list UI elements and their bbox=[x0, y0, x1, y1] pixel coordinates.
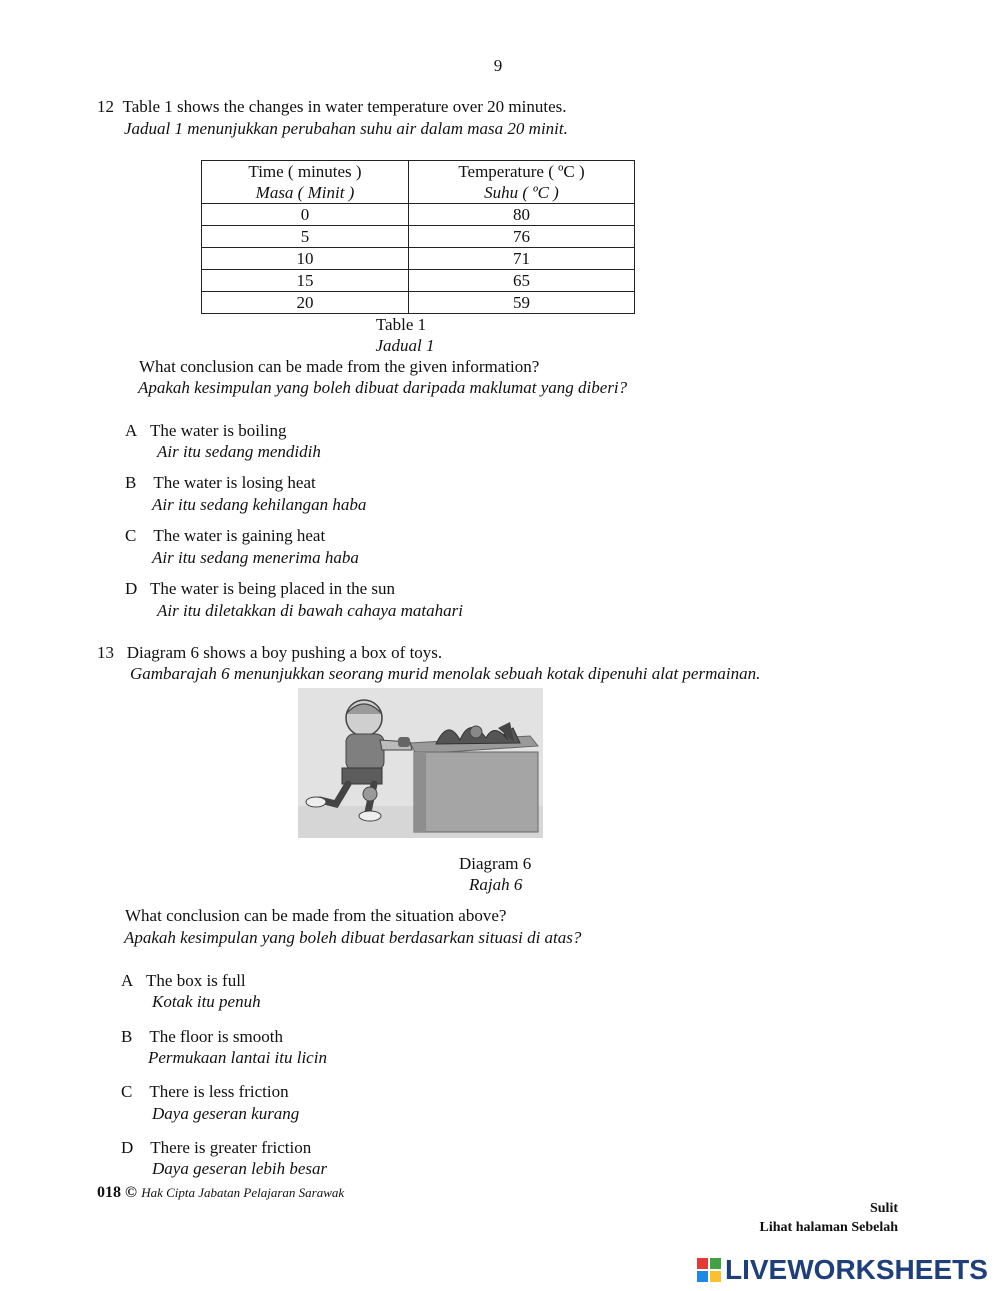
option-text-en: The floor is smooth bbox=[149, 1027, 283, 1046]
table-cell-temp: 71 bbox=[409, 248, 635, 270]
table-cell-time: 0 bbox=[202, 204, 409, 226]
table-row bbox=[202, 292, 635, 314]
table-header-row bbox=[202, 161, 635, 204]
option-text-en: The water is boiling bbox=[150, 421, 287, 440]
table-row bbox=[202, 226, 635, 248]
liveworksheets-logo-icon bbox=[697, 1258, 721, 1282]
q13-option-c-ms: Daya geseran kurang bbox=[152, 1104, 300, 1123]
option-letter: A bbox=[125, 421, 138, 440]
q13-number: 13 bbox=[97, 643, 114, 662]
table-row bbox=[202, 204, 635, 226]
table-row bbox=[202, 248, 635, 270]
footer-sulit: Sulit bbox=[869, 1201, 898, 1216]
temperature-table bbox=[201, 160, 635, 314]
table-caption-ms: Jadual 1 bbox=[375, 336, 435, 355]
table-header-time-en: Time ( minutes ) bbox=[248, 162, 362, 181]
option-text-en: The water is being placed in the sun bbox=[150, 579, 396, 598]
boy-pushing-box-illustration bbox=[298, 688, 543, 838]
option-text-en: The box is full bbox=[146, 971, 246, 990]
q13-option-d[interactable] bbox=[121, 1138, 311, 1158]
q13-option-b[interactable] bbox=[121, 1027, 283, 1047]
q13-question-en: What conclusion can be made from the situation above? bbox=[125, 906, 507, 925]
q12-number: 12 bbox=[97, 97, 114, 116]
footer-code: 018 © bbox=[97, 1184, 137, 1201]
table-header-temp-ms: Suhu ( ºC ) bbox=[484, 183, 559, 202]
table-cell-temp: 65 bbox=[409, 270, 635, 292]
q12-option-d[interactable] bbox=[125, 579, 395, 599]
q13-option-a[interactable] bbox=[121, 971, 246, 991]
q13-option-a-ms: Kotak itu penuh bbox=[152, 992, 261, 1011]
q13-stem-en bbox=[97, 643, 442, 663]
q12-stem-ms: Jadual 1 menunjukkan perubahan suhu air dalam masa 20 minit. bbox=[124, 119, 568, 138]
option-letter: C bbox=[125, 526, 137, 545]
table-cell-time: 15 bbox=[202, 270, 409, 292]
q12-option-b-ms: Air itu sedang kehilangan haba bbox=[152, 495, 367, 514]
q12-option-a[interactable] bbox=[125, 421, 286, 441]
option-text-en: The water is gaining heat bbox=[153, 526, 326, 545]
option-text-en: The water is losing heat bbox=[153, 473, 316, 492]
page-number: 9 bbox=[493, 56, 503, 75]
table-cell-time: 5 bbox=[202, 226, 409, 248]
table-header-time bbox=[202, 161, 409, 204]
liveworksheets-wordmark: LIVEWORKSHEETS bbox=[725, 1254, 988, 1285]
option-letter: D bbox=[125, 579, 138, 598]
q13-question-ms: Apakah kesimpulan yang boleh dibuat berdasarkan situasi di atas? bbox=[124, 928, 582, 947]
option-text-en: There is less friction bbox=[149, 1082, 289, 1101]
q12-stem-en bbox=[97, 97, 566, 117]
table-row bbox=[202, 270, 635, 292]
q13-stem-en-text: Diagram 6 shows a boy pushing a box of toys. bbox=[126, 643, 443, 662]
table-cell-time: 20 bbox=[202, 292, 409, 314]
footer-copyright bbox=[97, 1182, 344, 1202]
q12-option-c-ms: Air itu sedang menerima haba bbox=[152, 548, 359, 567]
q12-option-b[interactable] bbox=[125, 473, 316, 493]
option-letter: D bbox=[121, 1138, 134, 1157]
option-letter: A bbox=[121, 971, 134, 990]
q12-stem-en-text: Table 1 shows the changes in water temperature over 20 minutes. bbox=[122, 97, 567, 116]
diagram-caption-en: Diagram 6 bbox=[459, 854, 532, 873]
option-letter: C bbox=[121, 1082, 133, 1101]
table-header-temperature bbox=[409, 161, 635, 204]
liveworksheets-brand[interactable] bbox=[697, 1255, 988, 1285]
q12-question-ms: Apakah kesimpulan yang boleh dibuat daripada maklumat yang diberi? bbox=[138, 378, 628, 397]
q13-stem-ms: Gambarajah 6 menunjukkan seorang murid menolak sebuah kotak dipenuhi alat permainan. bbox=[130, 664, 761, 683]
option-letter: B bbox=[125, 473, 137, 492]
table-cell-temp: 59 bbox=[409, 292, 635, 314]
q13-option-b-ms: Permukaan lantai itu licin bbox=[148, 1048, 327, 1067]
table-cell-temp: 76 bbox=[409, 226, 635, 248]
option-text-en: There is greater friction bbox=[150, 1138, 312, 1157]
table-header-time-ms: Masa ( Minit ) bbox=[255, 183, 355, 202]
table-cell-temp: 80 bbox=[409, 204, 635, 226]
footer-copyright-text: Hak Cipta Jabatan Pelajaran Sarawak bbox=[141, 1185, 345, 1200]
table-cell-time: 10 bbox=[202, 248, 409, 270]
q12-option-c[interactable] bbox=[125, 526, 325, 546]
table-header-temp-en: Temperature ( ºC ) bbox=[458, 162, 585, 181]
table-caption-en: Table 1 bbox=[375, 315, 427, 334]
footer-next-page: Lihat halaman Sebelah bbox=[759, 1220, 898, 1235]
q13-option-c[interactable] bbox=[121, 1082, 289, 1102]
option-letter: B bbox=[121, 1027, 133, 1046]
q13-option-d-ms: Daya geseran lebih besar bbox=[152, 1159, 328, 1178]
q12-option-a-ms: Air itu sedang mendidih bbox=[157, 442, 321, 461]
q12-question-en: What conclusion can be made from the given information? bbox=[139, 357, 540, 376]
boy-pushing-box-drawing bbox=[298, 688, 543, 838]
diagram-caption-ms: Rajah 6 bbox=[469, 875, 523, 894]
q12-option-d-ms: Air itu diletakkan di bawah cahaya matahari bbox=[157, 601, 463, 620]
